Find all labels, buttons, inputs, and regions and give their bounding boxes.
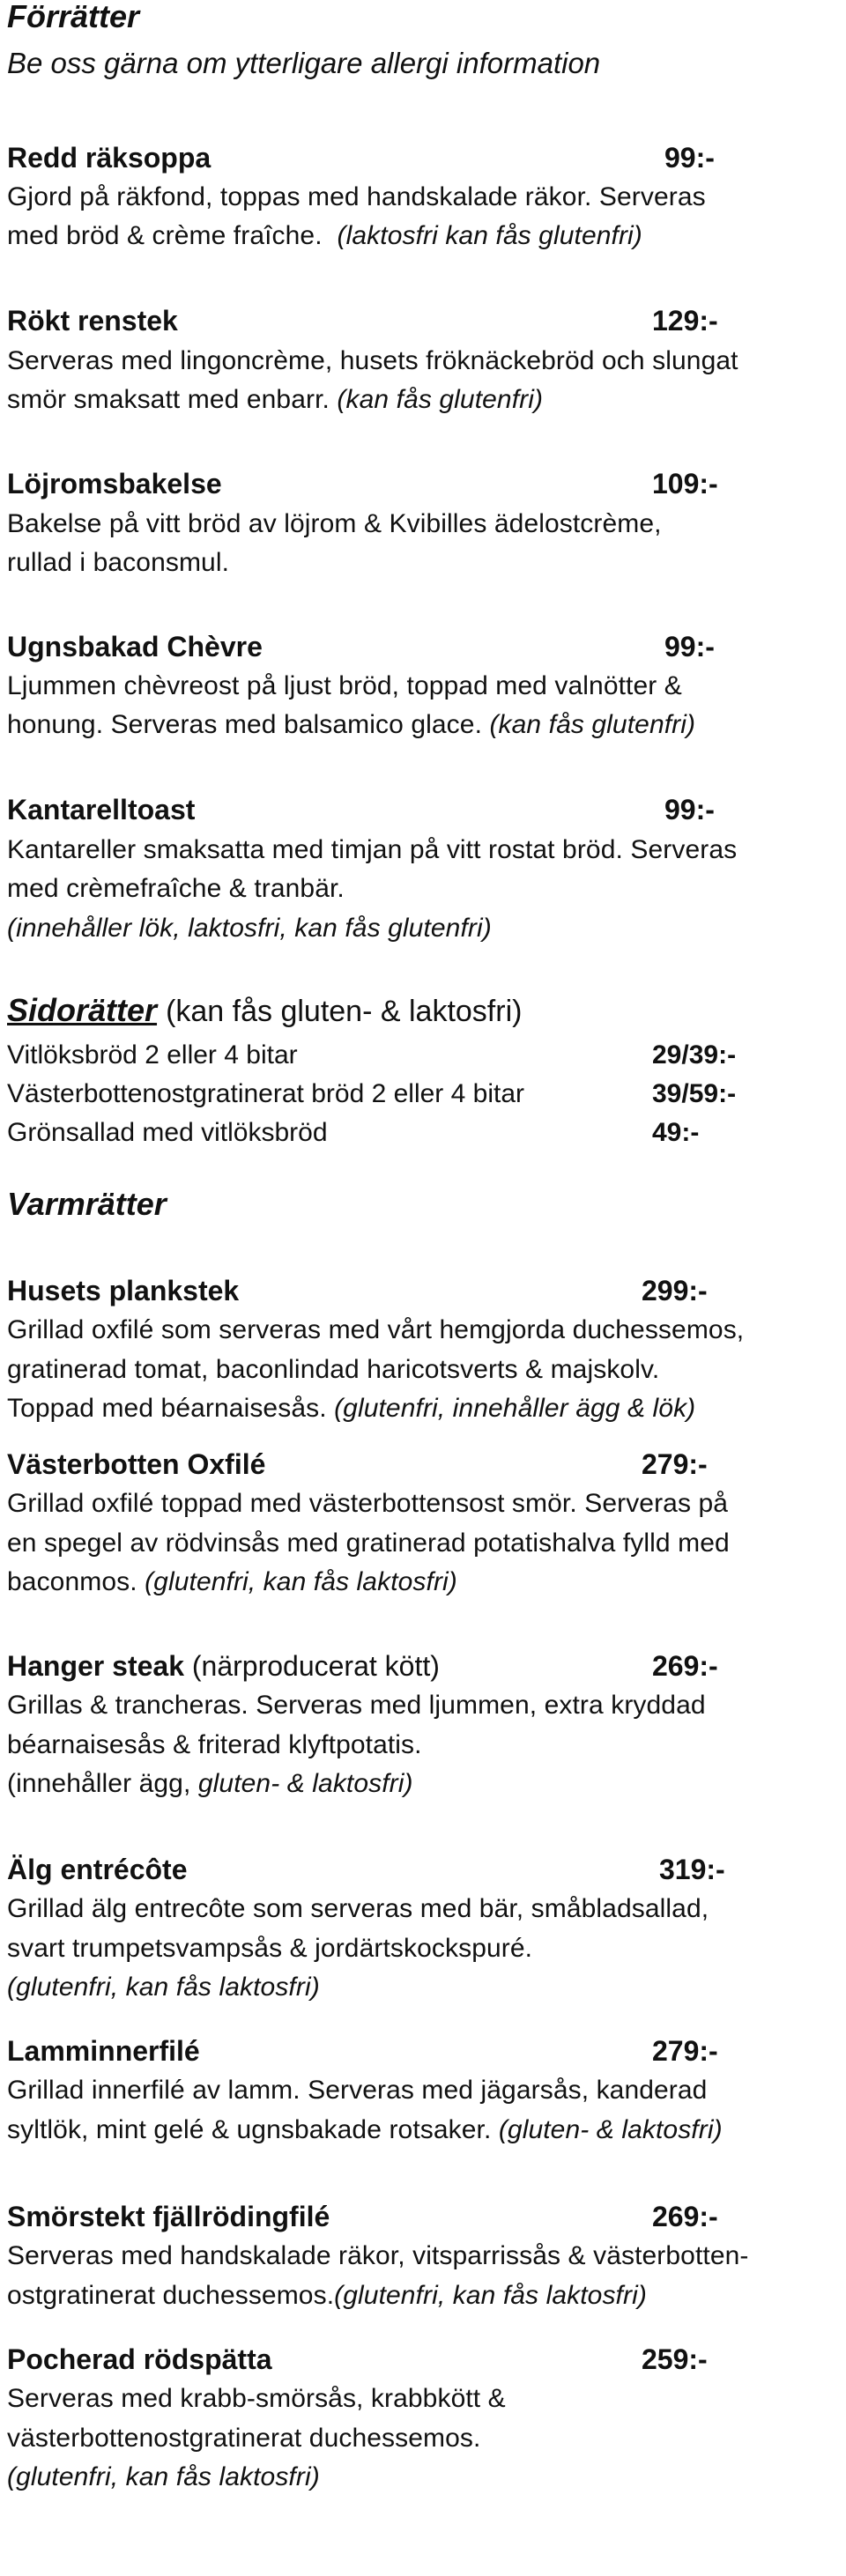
dish-description-text: smör smaksatt med enbarr. (7, 385, 330, 414)
dish-description: med crèmefraîche & tranbär. (7, 874, 345, 903)
side-dish-name: Grönsallad med vitlöksbröd (7, 1118, 328, 1147)
dish-description: Serveras med krabb-smörsås, krabbkött & (7, 2384, 506, 2413)
dish-allergy-note: (laktosfri kan fås glutenfri) (337, 221, 642, 250)
dish-allergy-note: (glutenfri, innehåller ägg & lök) (334, 1394, 696, 1423)
dish-price: 129:- (652, 305, 718, 337)
allergy-note: Be oss gärna om ytterligare allergi information (7, 47, 601, 79)
dish-name: Redd räksoppa (7, 142, 212, 174)
dish-name: Ugnsbakad Chèvre (7, 631, 263, 663)
side-dish-price: 49:- (652, 1118, 700, 1147)
dish-allergy-note: (gluten- & laktosfri) (498, 2115, 723, 2144)
dish-description: Ljummen chèvreost på ljust bröd, toppad med valnötter & (7, 671, 682, 700)
dish-name: Hanger steak (7, 1650, 184, 1682)
dish-price: 99:- (664, 794, 715, 825)
dish-description: västerbottenostgratinerat duchessemos. (7, 2424, 481, 2453)
dish-description: Serveras med lingoncrème, husets fröknäckebröd och slungat (7, 346, 738, 375)
dish-description-line (7, 220, 642, 252)
side-dish-price: 29/39:- (652, 1040, 737, 1070)
dish-description: Grillad innerfilé av lamm. Serveras med jägarsås, kanderad (7, 2076, 708, 2105)
dish-price: 99:- (664, 631, 715, 663)
dish-description: Grillad oxfilé som serveras med vårt hemgjorda duchessemos, (7, 1315, 745, 1344)
dish-description: svart trumpetsvampsås & jordärtskockspuré. (7, 1934, 533, 1963)
dish-name-line (7, 1649, 440, 1683)
section-heading-varmratter: Varmrätter (7, 1186, 167, 1222)
dish-price: 269:- (652, 1650, 718, 1682)
dish-price: 279:- (652, 2035, 718, 2067)
section-heading-sidoratter (7, 992, 522, 1030)
dish-allergy-note-plain: (innehåller ägg, (7, 1769, 191, 1798)
dish-description-line (7, 2280, 647, 2312)
dish-description: béarnaisesås & friterad klyftpotatis. (7, 1730, 422, 1759)
side-dish-price: 39/59:- (652, 1079, 737, 1108)
dish-allergy-line (7, 1768, 413, 1800)
dish-name-note: (närproducerat kött) (191, 1650, 440, 1682)
dish-description: en spegel av rödvinsås med gratinerad potatishalva fylld med (7, 1529, 730, 1558)
dish-price: 279:- (642, 1448, 708, 1480)
dish-allergy-note: (glutenfri, kan fås laktosfri) (145, 1567, 457, 1596)
side-dish-name: Västerbottenostgratinerat bröd 2 eller 4 bitar (7, 1079, 525, 1108)
dish-description: gratinerad tomat, baconlindad haricotsverts & majskolv. (7, 1355, 660, 1384)
dish-description-text: baconmos. (7, 1567, 137, 1596)
dish-description-line (7, 709, 695, 741)
dish-allergy-note: (glutenfri, kan fås laktosfri) (7, 2462, 320, 2491)
dish-name: Kantarelltoast (7, 794, 196, 825)
dish-name: Älg entrécôte (7, 1854, 188, 1885)
dish-price: 269:- (652, 2201, 718, 2232)
dish-price: 319:- (659, 1854, 725, 1885)
section-heading-note: (kan fås gluten- & laktosfri) (166, 995, 523, 1028)
dish-price: 299:- (642, 1275, 708, 1307)
dish-allergy-note: (glutenfri, kan fås laktosfri) (7, 1973, 320, 2002)
dish-description: Kantareller smaksatta med timjan på vitt rostat bröd. Serveras (7, 835, 738, 864)
dish-description-line (7, 1566, 457, 1598)
dish-allergy-note: (glutenfri, kan fås laktosfri) (334, 2281, 647, 2310)
side-dish-name: Vitlöksbröd 2 eller 4 bitar (7, 1040, 298, 1070)
dish-allergy-note: (kan fås glutenfri) (337, 385, 544, 414)
dish-description: Grillas & trancheras. Serveras med ljummen, extra kryddad (7, 1691, 706, 1720)
dish-price: 109:- (652, 468, 718, 500)
dish-description-text: Toppad med béarnaisesås. (7, 1394, 327, 1423)
dish-name: Rökt renstek (7, 305, 178, 337)
dish-allergy-note: (kan fås glutenfri) (489, 710, 696, 739)
dish-name: Husets plankstek (7, 1275, 240, 1307)
dish-description-line (7, 384, 543, 416)
dish-description: Gjord på räkfond, toppas med handskalade räkor. Serveras (7, 182, 706, 211)
dish-name: Löjromsbakelse (7, 468, 222, 500)
dish-allergy-note: gluten- & laktosfri) (197, 1769, 413, 1798)
dish-description: Grillad oxfilé toppad med västerbottensost smör. Serveras på (7, 1489, 729, 1518)
dish-description-text: honung. Serveras med balsamico glace. (7, 710, 482, 739)
section-heading-forratter: Förrätter (7, 0, 140, 34)
dish-description: Serveras med handskalade räkor, vitsparrissås & västerbotten- (7, 2241, 749, 2270)
dish-price: 259:- (642, 2343, 708, 2375)
dish-description-text: syltlök, mint gelé & ugnsbakade rotsaker. (7, 2115, 492, 2144)
dish-allergy-note: (innehåller lök, laktosfri, kan fås glutenfri) (7, 914, 492, 943)
section-heading-text: Sidorätter (7, 992, 158, 1028)
dish-description: Bakelse på vitt bröd av löjrom & Kvibilles ädelostcrème, (7, 509, 662, 538)
dish-description-line (7, 2114, 723, 2146)
dish-price: 99:- (664, 142, 715, 174)
dish-description-text: ostgratinerat duchessemos. (7, 2281, 335, 2310)
dish-description: Grillad älg entrecôte som serveras med bär, småbladsallad, (7, 1894, 709, 1923)
dish-description-line (7, 1393, 695, 1425)
dish-name: Lamminnerfilé (7, 2035, 200, 2067)
dish-name: Västerbotten Oxfilé (7, 1448, 266, 1480)
dish-description-text: med bröd & crème fraîche. (7, 221, 323, 250)
dish-name: Smörstekt fjällrödingfilé (7, 2201, 330, 2232)
dish-name: Pocherad rödspätta (7, 2343, 272, 2375)
dish-description: rullad i baconsmul. (7, 548, 230, 577)
